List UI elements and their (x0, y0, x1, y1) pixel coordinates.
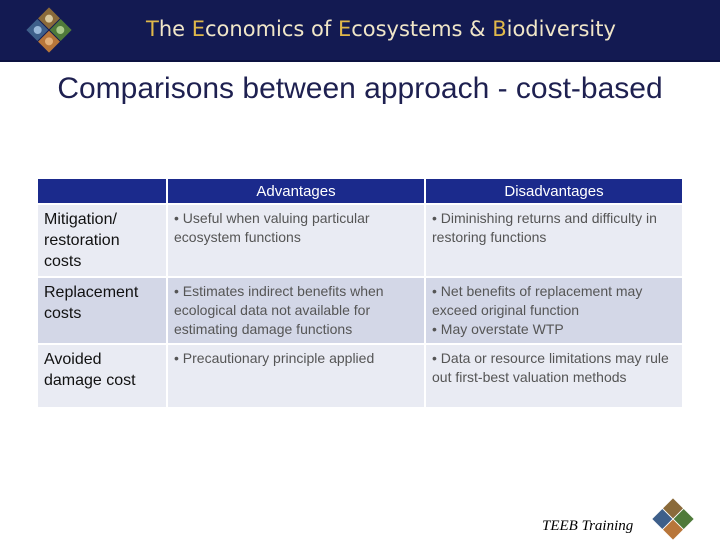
header-title-initial: E (337, 17, 352, 41)
table-row (38, 278, 682, 343)
row-approach-label: Replacement costs (38, 278, 166, 343)
footer-label: TEEB Training (542, 518, 634, 534)
comparison-table (36, 177, 684, 409)
slide-title: Comparisons between approach - cost-based (57, 72, 663, 105)
header-title-initial: B (492, 17, 507, 41)
row-advantages-cell: • Estimates indirect benefits when ecological data not available for estimating damage functions (168, 278, 424, 343)
header-title-text: cosystems & (351, 17, 493, 41)
table-row (38, 205, 682, 276)
header-title (146, 17, 616, 41)
table-header-row (38, 179, 682, 203)
header-title-initial: T (146, 17, 159, 41)
row-approach-label: Mitigation/ restoration costs (38, 205, 166, 276)
row-advantages-cell: • Precautionary principle applied (168, 345, 424, 407)
column-header-approach (38, 179, 166, 203)
row-disadvantages-cell (426, 278, 682, 343)
teeb-logo-icon (26, 7, 72, 53)
column-header-advantages: Advantages (168, 179, 424, 203)
header-title-text: iodiversity (506, 17, 616, 41)
table-row (38, 345, 682, 407)
header-title-initial: E (191, 17, 206, 41)
row-disadvantages-cell: • Diminishing returns and difficulty in restoring functions (426, 205, 682, 276)
teeb-logo-small-icon (652, 498, 694, 540)
row-approach-label: Avoided damage cost (38, 345, 166, 407)
disadvantage-bullet: • Net benefits of replacement may exceed original function (432, 283, 643, 318)
header-bar (0, 0, 720, 62)
header-title-text: conomics of (205, 17, 338, 41)
header-title-text: he (158, 17, 192, 41)
row-advantages-cell: • Useful when valuing particular ecosystem functions (168, 205, 424, 276)
disadvantage-bullet: • May overstate WTP (432, 321, 564, 337)
row-disadvantages-cell: • Data or resource limitations may rule out first-best valuation methods (426, 345, 682, 407)
column-header-disadvantages: Disadvantages (426, 179, 682, 203)
